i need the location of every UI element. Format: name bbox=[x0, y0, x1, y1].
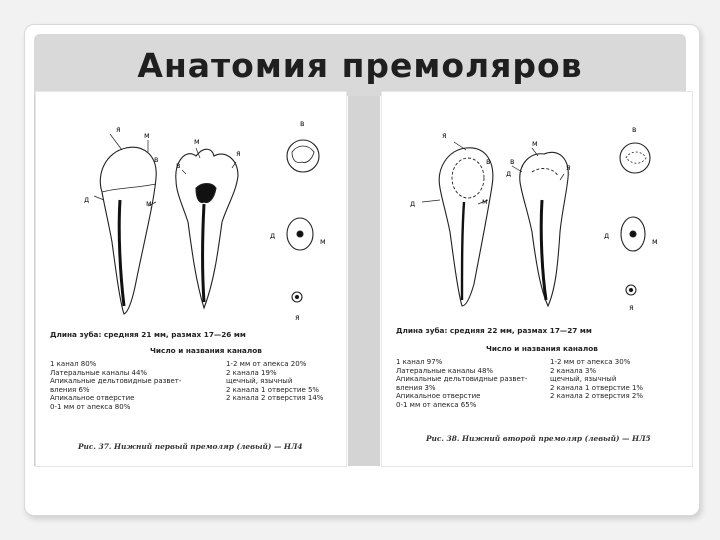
canal-stat: Апикальное отверстие bbox=[396, 392, 481, 401]
canals-column-1 bbox=[50, 360, 181, 412]
label-m-2: м bbox=[194, 137, 200, 146]
canal-stat: вления 3% bbox=[396, 383, 436, 392]
canal-stat: щечный, язычный bbox=[226, 377, 293, 386]
label-ya-apex: я bbox=[295, 313, 300, 322]
label-v-2: в bbox=[510, 157, 515, 166]
label-m-1: м bbox=[146, 199, 152, 208]
canals-column-2 bbox=[226, 360, 323, 403]
label-ya-1: я bbox=[442, 131, 447, 140]
canals-heading: Число и названия каналов bbox=[150, 346, 262, 355]
canal-stat: 0-1 мм от апекса 65% bbox=[396, 400, 477, 409]
label-d-1: д bbox=[410, 199, 416, 208]
canal-stat: 1-2 мм от апекса 20% bbox=[226, 360, 307, 368]
canal-stat: 1 канал 80% bbox=[50, 360, 97, 368]
label-m-sec: м bbox=[652, 237, 658, 246]
canals-heading: Число и названия каналов bbox=[486, 344, 598, 353]
label-v-occ: в bbox=[632, 125, 637, 134]
second-premolar-illustration bbox=[382, 92, 692, 466]
canals-column-1 bbox=[396, 358, 527, 410]
label-v-occ: в bbox=[300, 119, 305, 128]
canal-stat: Апикальные дельтовидные развет- bbox=[396, 375, 528, 384]
label-d-2: д bbox=[506, 169, 512, 178]
label-d-sec: д bbox=[604, 231, 610, 240]
canal-stat: 2 канала 1 отверстие 5% bbox=[226, 385, 320, 394]
canal-stat: 0-1 мм от апекса 80% bbox=[50, 402, 131, 411]
canal-stat: 2 канала 1 отверстие 1% bbox=[550, 383, 644, 392]
label-v-1: в bbox=[486, 157, 491, 166]
label-m-top: м bbox=[144, 131, 150, 140]
figure-caption: Рис. 37. Нижний первый премоляр (левый) — НЛ4 bbox=[78, 442, 303, 451]
tooth-length: Длина зуба: средняя 22 мм, размах 17—27 мм bbox=[396, 326, 592, 335]
second-premolar-page bbox=[382, 92, 692, 466]
label-ya-2: я bbox=[566, 163, 571, 172]
canal-stat: Апикальное отверстие bbox=[50, 394, 135, 403]
canal-stat: вления 6% bbox=[50, 385, 90, 394]
center-gutter bbox=[348, 96, 380, 466]
label-v-2: в bbox=[176, 161, 181, 170]
label-ya-1: я bbox=[116, 125, 121, 134]
label-m-1: м bbox=[482, 197, 488, 206]
label-ya-2: я bbox=[236, 149, 241, 158]
canal-stat: 2 канала 3% bbox=[550, 366, 597, 375]
figure-caption: Рис. 38. Нижний второй премоляр (левый) — НЛ5 bbox=[426, 434, 651, 443]
slide-title: Анатомия премоляров bbox=[137, 46, 583, 85]
canal-stat: 1-2 мм от апекса 30% bbox=[550, 358, 631, 366]
canal-stat: 2 канала 2 отверстия 2% bbox=[550, 392, 643, 401]
label-v-1: в bbox=[154, 155, 159, 164]
canals-column-2 bbox=[550, 358, 643, 401]
canal-stat: 2 канала 2 отверстия 14% bbox=[226, 394, 324, 403]
label-d-1: д bbox=[84, 195, 90, 204]
label-d-sec: д bbox=[270, 231, 276, 240]
canal-stat: 1 канал 97% bbox=[396, 358, 443, 366]
canal-stat: щечный, язычный bbox=[550, 375, 617, 384]
label-m-sec: м bbox=[320, 237, 326, 246]
canal-stat: Латеральные каналы 48% bbox=[396, 366, 494, 375]
tooth-length: Длина зуба: средняя 21 мм, размах 17—26 мм bbox=[50, 330, 246, 339]
canal-stat: 2 канала 19% bbox=[226, 368, 277, 377]
first-premolar-page bbox=[36, 92, 346, 466]
label-ya-apex: я bbox=[629, 303, 634, 312]
canal-stat: Латеральные каналы 44% bbox=[50, 368, 148, 377]
label-m-2: м bbox=[532, 139, 538, 148]
canal-stat: Апикальные дельтовидные развет- bbox=[50, 377, 182, 386]
